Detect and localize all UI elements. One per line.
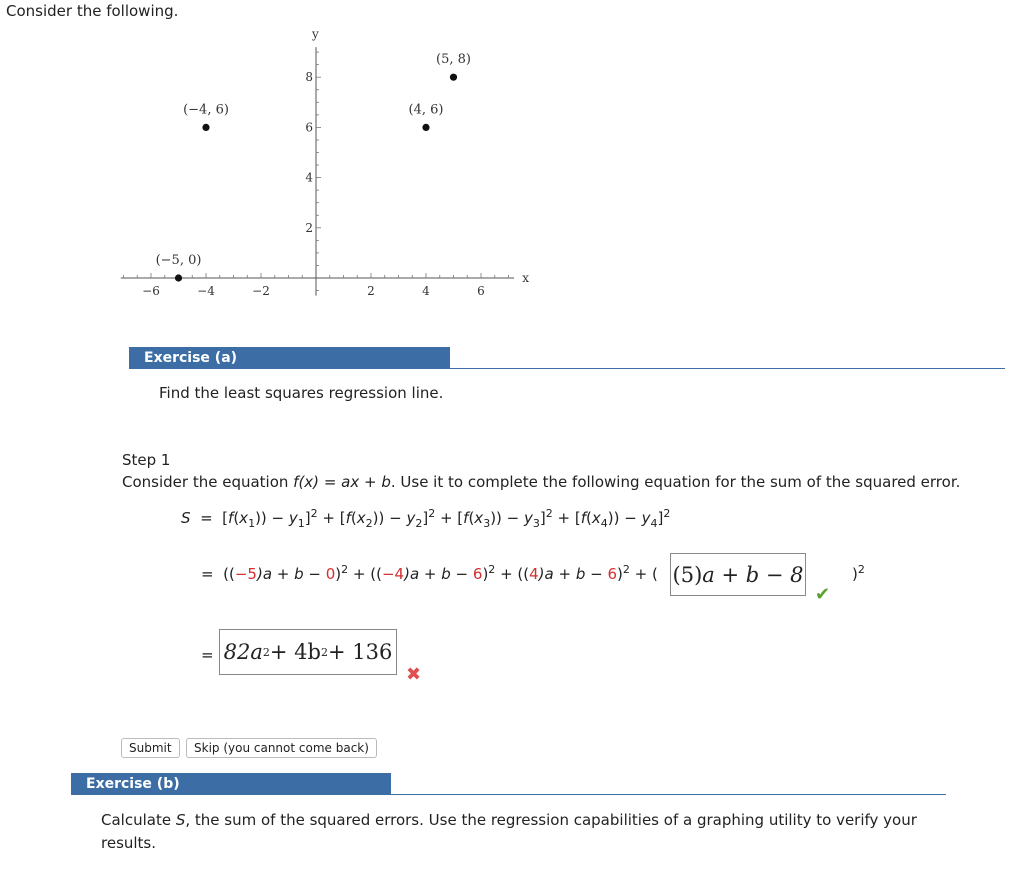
exercise-b-header: Exercise (b)	[71, 773, 391, 795]
y-tick-label: 4	[305, 170, 313, 185]
data-point-label: (−5, 0)	[155, 253, 202, 268]
incorrect-cross-icon: ✖	[406, 664, 422, 685]
data-point	[422, 124, 429, 131]
x-tick-label: −4	[197, 284, 215, 298]
data-point-label: (−4, 6)	[183, 102, 229, 118]
skip-button[interactable]: Skip (you cannot come back)	[186, 738, 377, 758]
expanded-equation: = $((-5)a + b - 0)^2 + ((-4)a + b - 6)^2 + ((4)a + b - 6)^2$ + (	[201, 563, 658, 583]
y-tick-label: 6	[305, 120, 313, 135]
data-point	[450, 74, 457, 81]
y-tick-label: 8	[305, 70, 313, 85]
x-tick-label: 6	[477, 284, 485, 298]
x-axis-label: x	[522, 271, 530, 285]
result-equals: =	[201, 646, 214, 664]
step-label: Step 1	[122, 451, 171, 469]
sum-equation: $S = [f(x_1)) - y_1]^2 + [f(x_2)) - y_2]^2 + [f(x_3)) - y_3]^2 + [f(x_4)) - y_4]^2$	[181, 507, 671, 530]
exercise-a-header: Exercise (a)	[129, 347, 450, 369]
answer-input-sum[interactable]: 82a 2 + 4b 2 + 136	[219, 629, 397, 675]
answer-input-term4[interactable]: (5) a + b − 8	[670, 553, 806, 596]
x-tick-label: 2	[367, 284, 375, 298]
x-tick-label: 4	[422, 284, 430, 298]
data-point	[202, 124, 209, 131]
data-point-label: (5, 8)	[436, 52, 471, 68]
intro-text: Consider the following.	[6, 2, 179, 20]
step-instructions: Consider the equation f(x) = ax + b. Use it to complete the following equation for the sum of the squared error.	[122, 473, 961, 491]
correct-check-icon: ✔	[815, 584, 831, 605]
equation-tail: )$^2$	[852, 563, 865, 583]
exercise-b-divider	[391, 794, 946, 795]
scatter-plot	[110, 27, 530, 305]
y-tick-label: 2	[305, 220, 313, 235]
x-tick-label: −2	[252, 284, 270, 298]
exercise-b-text: Calculate S, the sum of the squared errors. Use the regression capabilities of a graphing utility to verify your	[101, 811, 917, 829]
exercise-a-divider	[450, 368, 1005, 369]
data-point	[175, 274, 182, 281]
exercise-b-text-cont: results.	[101, 834, 157, 852]
exercise-a-prompt: Find the least squares regression line.	[159, 384, 444, 402]
x-tick-label: −6	[142, 284, 160, 298]
data-point-label: (4, 6)	[408, 102, 444, 118]
submit-button[interactable]: Submit	[121, 738, 180, 758]
y-axis-label: y	[312, 27, 319, 42]
